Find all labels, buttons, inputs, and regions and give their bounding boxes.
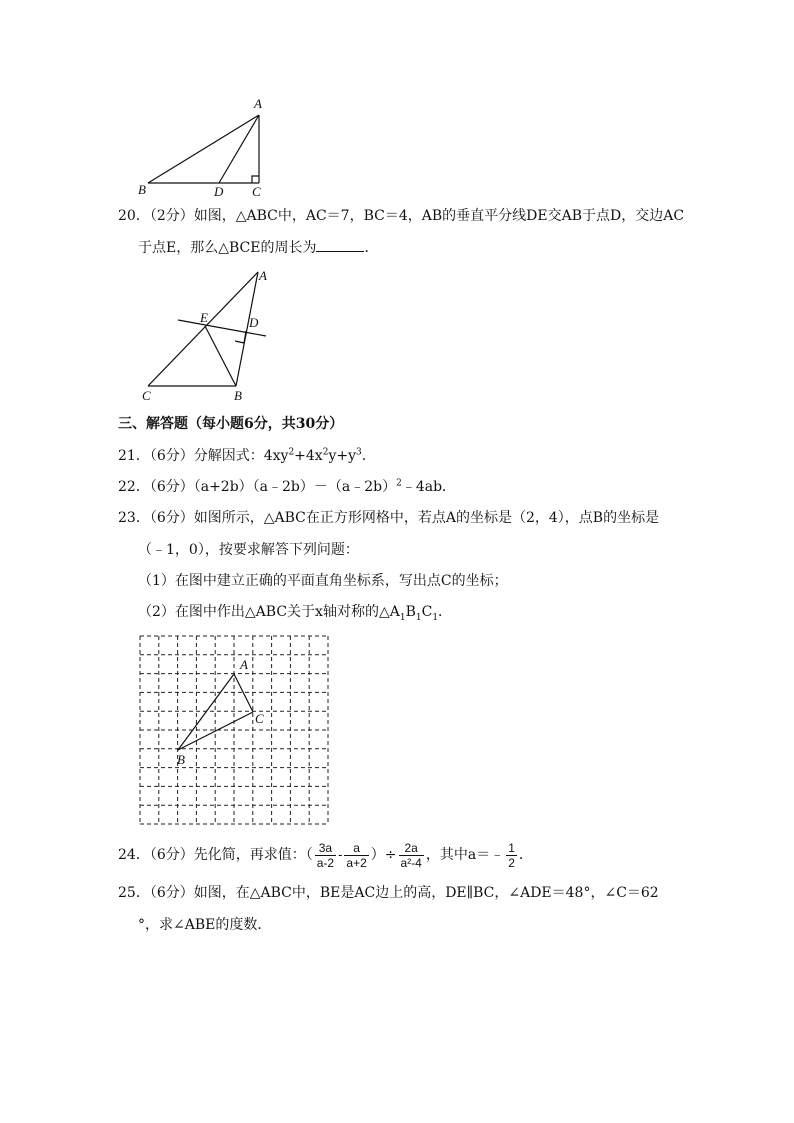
label-a: A (259, 268, 267, 283)
label-d: D (214, 184, 224, 199)
question-20-line2: 于点E，那么△BCE的周长为 ． (138, 240, 379, 256)
right-angle-mark (252, 176, 259, 183)
label-c: C (142, 388, 151, 403)
question-23-line1: 23．（6分）如图所示，△ABC在正方形网格中，若点A的坐标是（2，4），点B的坐标是 (118, 510, 660, 526)
figure-perpendicular-bisector (140, 264, 280, 404)
grid-lines (140, 636, 328, 824)
segment-ac (234, 674, 253, 712)
question-22: 22．（6分）（a+2b）（a﹣2b）－（a﹣2b）$^2$﹣4ab． (118, 478, 457, 495)
segment-eb (205, 326, 236, 386)
segment-ab (178, 674, 234, 750)
question-23-line2: （﹣1，0），按要求解答下列问题： (138, 542, 359, 558)
section-3-heading: 三、解答题（每小题6分，共30分） (118, 416, 344, 432)
question-24: 24．（6分）先化简，再求值：（ $\frac{3a}{a-2}$ - $\frac{a}{a+2}$ ）÷ $\frac{2a}{\text{a²-4}}$ ，其中a＝﹣ $\frac{1}{2}$ ． (118, 840, 533, 870)
question-23-part2: （2）在图中作出△ABC关于x轴对称的$\triangle A_1B_1C_1$． (138, 604, 453, 623)
label-c: C (252, 184, 261, 199)
label-b: B (138, 182, 146, 197)
figure-right-triangle-abc (130, 92, 280, 202)
label-a: A (254, 96, 262, 111)
question-20-line1: 20．（2分）如图，△ABC中，AC＝7，BC＝4，AB的垂直平分线DE交AB于点D，交边AC (118, 208, 685, 224)
fraction-one-half: $\frac{1}{2}$ (508, 840, 515, 870)
segment-ca (148, 272, 258, 386)
label-d: D (249, 315, 259, 330)
question-21: 21．（6分）分解因式：$4xy^2+4x^2y+y^3$． (118, 447, 376, 464)
label-b: B (234, 388, 242, 403)
label-e: E (200, 310, 208, 325)
question-25-line1: 25．（6分）如图，在△ABC中，BE是AC边上的高，DE∥BC，∠ADE＝48°，∠C＝62 (118, 885, 659, 901)
label-a: A (240, 657, 248, 672)
square-grid-figure (138, 634, 334, 830)
segment-ad (219, 115, 259, 183)
fraction-3a-over-a-minus-2: $\frac{3a}{a-2}$ (316, 840, 335, 870)
answer-blank (316, 239, 364, 252)
question-23-part1: （1）在图中建立正确的平面直角坐标系，写出点C的坐标； (138, 573, 508, 589)
fraction-2a-over-a2-minus-4: $\frac{2a}{\text{a²-4}}$ (400, 840, 422, 870)
segment-ab (148, 115, 259, 183)
right-angle-mark (235, 331, 246, 343)
label-c: C (255, 711, 264, 726)
question-25-line2: °，求∠ABE的度数． (138, 917, 272, 933)
fraction-a-over-a-plus-2: $\frac{a}{a+2}$ (346, 840, 367, 870)
label-b: B (177, 752, 185, 767)
